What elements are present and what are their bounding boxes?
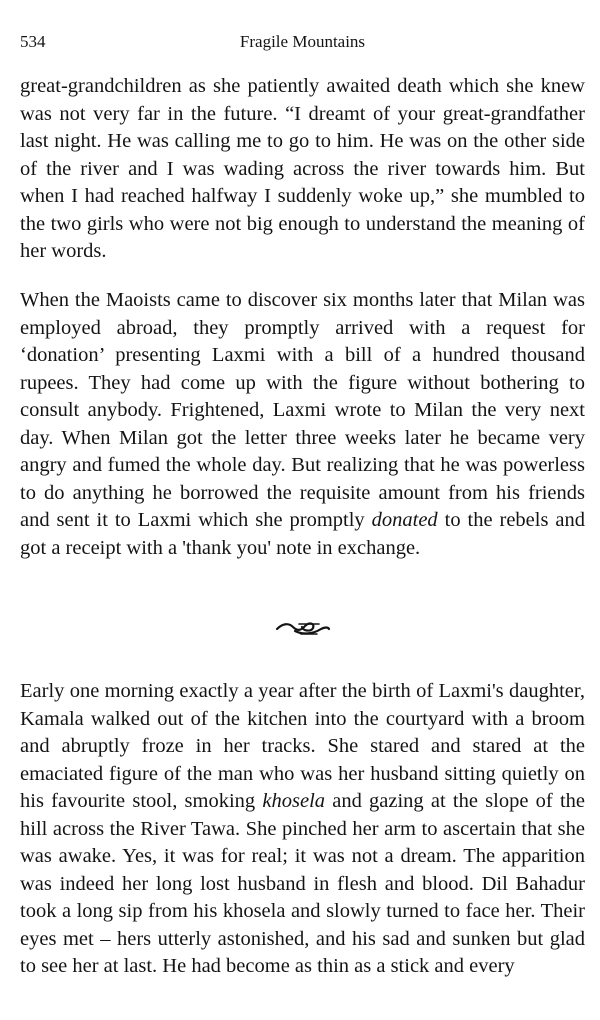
running-head — [20, 30, 585, 54]
paragraph-3-italic-word: khosela — [262, 790, 326, 812]
paragraph-1 — [20, 73, 585, 266]
paragraph-2-text-end: to the rebels and got a receipt with a 'thank you' note in exchange. — [20, 509, 585, 559]
paragraph-2-text: When the Maoists came to discover six months later that Milan was employed abroad, they promptly arrived with a request for ‘donation’ presenting Laxmi with a bill of a hundred thousand rupees. They had come up with the figure without bothering to consult anybody. Frightened, Laxmi wrote to Milan the very next day. When Milan got the letter three weeks later he became very angry and fumed the whole day. But realizing that he was powerless to do anything he borrowed the requisite amount from his friends and sent it to Laxmi which she promptly — [20, 289, 585, 531]
paragraph-3-text-end: and gazing at the slope of the hill across the River Tawa. She pinched her arm to ascertain that she was awake. Yes, it was for real; it was not a dream. The apparition was indeed her long lost husband in flesh and blood. Dil Bahadur took a long sip from his khosela and slowly turned to face her. Their eyes met – hers utterly astonished, and his sad and sunken but glad to see her at last. He had become as thin as a stick and every — [20, 790, 585, 977]
paragraph-2-italic-word: donated — [371, 509, 438, 531]
paragraph-2 — [20, 287, 585, 562]
section-break-ornament-icon — [275, 617, 331, 639]
running-title: Fragile Mountains — [239, 32, 366, 51]
paragraph-1-text: great-grandchildren as she patiently awaited death which she knew was not very far in the future. “I dreamt of your great-grandfather last night. He was calling me to go to him. He was on the other side of the river and I was wading across the river towards him. But when I had reached halfway I suddenly woke up,” she mumbled to the two girls who were not big enough to understand the meaning of her words. — [20, 75, 585, 262]
paragraph-3-text: Early one morning exactly a year after the birth of Laxmi's daughter, Kamala walked out of the kitchen into the courtyard with a broom and abruptly froze in her tracks. She stared and stared at the emaciated figure of the man who was her husband sitting quietly on his favourite stool, smoking — [20, 680, 585, 812]
page-number: 534 — [20, 32, 46, 51]
paragraph-3 — [20, 678, 585, 981]
